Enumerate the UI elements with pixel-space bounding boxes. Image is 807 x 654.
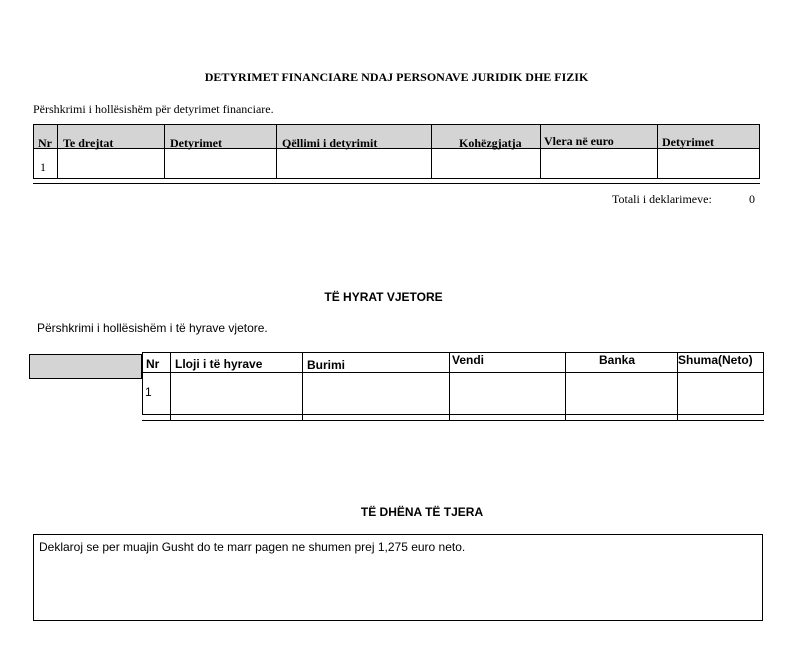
column-header-liabilities-2: Detyrimet xyxy=(662,135,714,149)
total-label: Totali i deklarimeve: xyxy=(612,192,712,206)
column-divider xyxy=(164,124,165,179)
column-divider xyxy=(170,352,171,421)
column-divider xyxy=(57,124,58,179)
section1-description: Përshkrimi i hollësishëm për detyrimet financiare. xyxy=(33,102,274,116)
column-divider xyxy=(431,124,432,179)
column-divider xyxy=(302,352,303,421)
column-divider xyxy=(449,352,450,421)
column-divider xyxy=(276,124,277,179)
section2-description: Përshkrimi i hollësishëm i të hyrave vjetore. xyxy=(37,321,268,335)
column-header-duration: Kohëzgjatja xyxy=(459,136,522,150)
column-header-income-type: Lloji i të hyrave xyxy=(175,357,263,371)
row-number: 1 xyxy=(40,160,46,174)
column-header-value-euro: Vlera në euro xyxy=(544,134,614,148)
liabilities-table-header xyxy=(33,124,760,149)
column-divider xyxy=(657,124,658,179)
column-header-source: Burimi xyxy=(307,358,346,372)
section3-title: TË DHËNA TË TJERA xyxy=(360,505,484,519)
other-data-box xyxy=(33,534,763,621)
table-bottom-rule xyxy=(142,420,764,421)
section2-title: TË HYRAT VJETORE xyxy=(324,290,443,304)
column-header-liabilities: Detyrimet xyxy=(170,136,222,150)
income-table-gray-cell xyxy=(29,354,142,379)
column-divider xyxy=(565,352,566,421)
table-bottom-rule xyxy=(33,183,760,184)
header-bottom-rule xyxy=(142,372,764,373)
column-header-net-amount: Shuma(Neto) xyxy=(678,353,753,367)
total-value: 0 xyxy=(749,192,755,206)
column-header-nr: Nr xyxy=(38,136,52,150)
column-divider xyxy=(540,124,541,179)
column-header-bank: Banka xyxy=(599,353,636,367)
other-data-text: Deklaroj se per muajin Gusht do te marr pagen ne shumen prej 1,275 euro neto. xyxy=(39,540,466,554)
section1-title: DETYRIMET FINANCIARE NDAJ PERSONAVE JURIDIK DHE FIZIK xyxy=(204,70,589,84)
column-header-country: Vendi xyxy=(452,353,485,367)
column-header-rights: Te drejtat xyxy=(63,136,114,150)
column-header-purpose: Qëllimi i detyrimit xyxy=(282,136,378,150)
row-number: 1 xyxy=(145,385,152,399)
liabilities-table-row xyxy=(33,148,760,179)
column-header-nr: Nr xyxy=(146,357,160,371)
